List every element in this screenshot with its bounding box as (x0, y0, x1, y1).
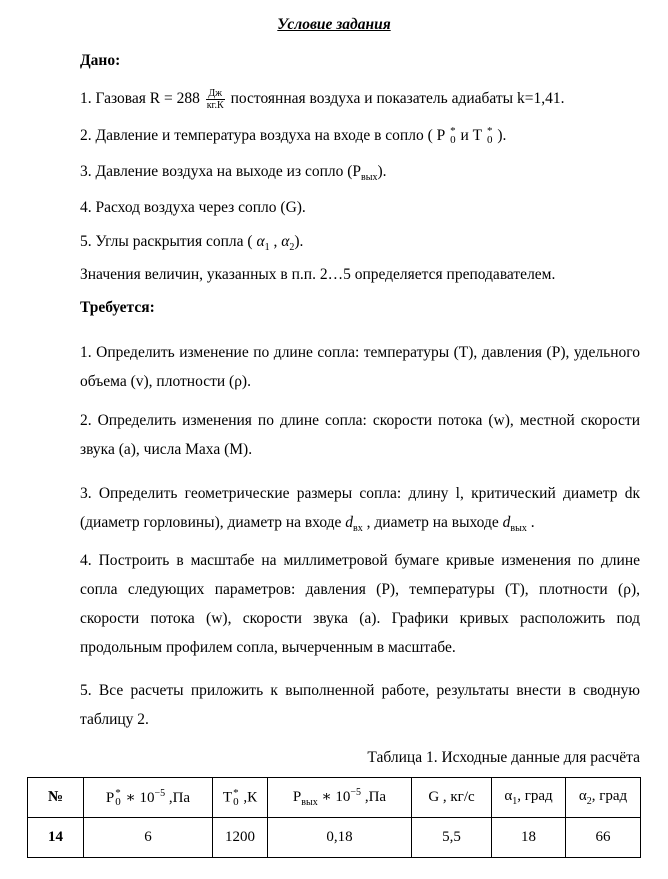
alpha2-symbol: α (281, 233, 290, 250)
cell-pout: 0,18 (268, 818, 412, 858)
header-alpha1-sub: 1 (512, 796, 518, 807)
header-pout-sub: вых (301, 797, 318, 808)
header-alpha2-base: α (578, 788, 587, 804)
header-alpha1 (492, 778, 566, 818)
header-p0-tail: ∗ 10 (121, 789, 155, 806)
required-item-1: 1. Определить изменение по длине сопла: температуры (Т), давления (Р), удельного объема (v), плотности (ρ). (80, 344, 640, 390)
d-in-sub: вх (353, 523, 363, 535)
header-g: G , кг/с (412, 778, 492, 818)
header-p0-exp: −5 (154, 787, 166, 799)
given-item-1-suffix: постоянная воздуха и показатель адиабаты k=1,41. (230, 90, 565, 108)
given-item-5 (80, 233, 303, 253)
header-alpha1-base: α (504, 788, 513, 804)
p0-indices (450, 127, 456, 145)
input-data-table (27, 777, 641, 858)
required-item-4: 4. Построить в масштабе на миллиметровой бумаге кривые изменения по длине сопла следующих параметров: давления (Р), температуры (Т), плотности (ρ), скорости потока (w), скорости звука (а). Графики кривых расположить под продольным профилем сопла, вычерченным в масштабе. (80, 552, 640, 656)
given-note: Значения величин, указанных в п.п. 2…5 определяется преподавателем. (80, 266, 556, 283)
given-item-2-suffix: ). (497, 127, 507, 144)
required-heading: Требуется: (80, 299, 155, 316)
unit-numerator: Дж (206, 88, 225, 100)
required-item-3-suffix: . (530, 514, 535, 531)
d-out-sub: вых (510, 523, 527, 535)
required-item-3-prefix: 3. Определить геометрические размеры сопла: длину l, критический диаметр dк (диаметр горловины), диаметр на входе (80, 485, 640, 531)
given-item-3-prefix: 3. Давление воздуха на выходе из сопло (Р (80, 163, 362, 180)
required-item-5: 5. Все расчеты приложить к выполненной работе, результаты внести в сводную таблицу 2. (80, 682, 640, 728)
d-in-symbol: d (345, 514, 354, 531)
header-t0-base: Т (222, 788, 233, 805)
header-pout (268, 778, 412, 818)
given-item-1 (80, 88, 564, 111)
header-p0-base: Р (105, 789, 115, 806)
table-row (28, 818, 641, 858)
given-heading: Дано: (80, 52, 121, 69)
cell-p0: 6 (84, 818, 213, 858)
p0-star: * (450, 125, 456, 138)
page-title: Условие задания (277, 16, 391, 33)
required-item-3 (80, 479, 640, 543)
cell-alpha1: 18 (492, 818, 566, 858)
given-item-5-suffix: ). (294, 233, 304, 250)
given-item-5-prefix: 5. Углы раскрытия сопла ( (80, 233, 253, 250)
header-p0-indices (115, 789, 121, 807)
t0-sub: 0 (487, 134, 493, 147)
header-t0-indices (233, 786, 239, 808)
required-item-3-mid: , диаметр на выходе (366, 514, 499, 531)
given-item-2 (80, 127, 506, 145)
alpha1-symbol: α (256, 233, 265, 250)
header-p0-star: * (115, 787, 121, 800)
unit-denominator: кг.К (206, 100, 224, 111)
given-item-2-mid: и Т (460, 127, 483, 144)
given-item-4: 4. Расход воздуха через сопло (G). (80, 199, 306, 216)
table-header-row (28, 778, 641, 818)
header-alpha2 (566, 778, 641, 818)
header-p0-sub: 0 (115, 796, 121, 809)
header-t0-sub: 0 (233, 795, 239, 808)
p0-sub: 0 (450, 134, 456, 147)
cell-t0: 1200 (213, 818, 268, 858)
d-out-symbol: d (502, 514, 511, 531)
header-t0-star: * (233, 786, 239, 799)
required-item-2: 2. Определить изменения по длине сопла: скорости потока (w), местной скорости звука (а), числа Маха (М). (80, 412, 640, 458)
header-t0 (213, 778, 268, 818)
header-t0-unit: ,К (239, 788, 258, 805)
header-p0-unit: ,Па (165, 789, 191, 806)
table-caption: Таблица 1. Исходные данные для расчёта (367, 749, 640, 766)
header-alpha1-unit: , град (517, 788, 553, 804)
t0-star: * (487, 125, 493, 138)
header-p0 (84, 778, 213, 818)
given-item-1-prefix: 1. Газовая R = 288 (80, 90, 200, 108)
cell-g: 5,5 (412, 818, 492, 858)
alpha1-sub: 1 (264, 242, 270, 254)
header-number: № (28, 778, 84, 818)
header-pout-tail: ∗ 10 (317, 789, 351, 805)
header-pout-base: Р (292, 789, 302, 805)
unit-fraction (206, 88, 225, 111)
given-item-2-prefix: 2. Давление и температура воздуха на входе в сопло ( Р (80, 127, 446, 144)
alpha-separator: , (269, 233, 278, 250)
header-alpha2-sub: 2 (586, 796, 592, 807)
given-item-3-suffix: ). (377, 163, 387, 180)
header-alpha2-unit: , град (591, 788, 628, 804)
t0-indices (487, 127, 493, 145)
header-pout-unit: ,Па (361, 789, 387, 805)
cell-number: 14 (28, 818, 84, 858)
cell-alpha2: 66 (566, 818, 641, 858)
header-pout-exp: −5 (350, 787, 362, 798)
alpha2-sub: 2 (289, 242, 295, 254)
given-item-3-sub: вых (361, 172, 378, 184)
given-item-3 (80, 163, 387, 183)
